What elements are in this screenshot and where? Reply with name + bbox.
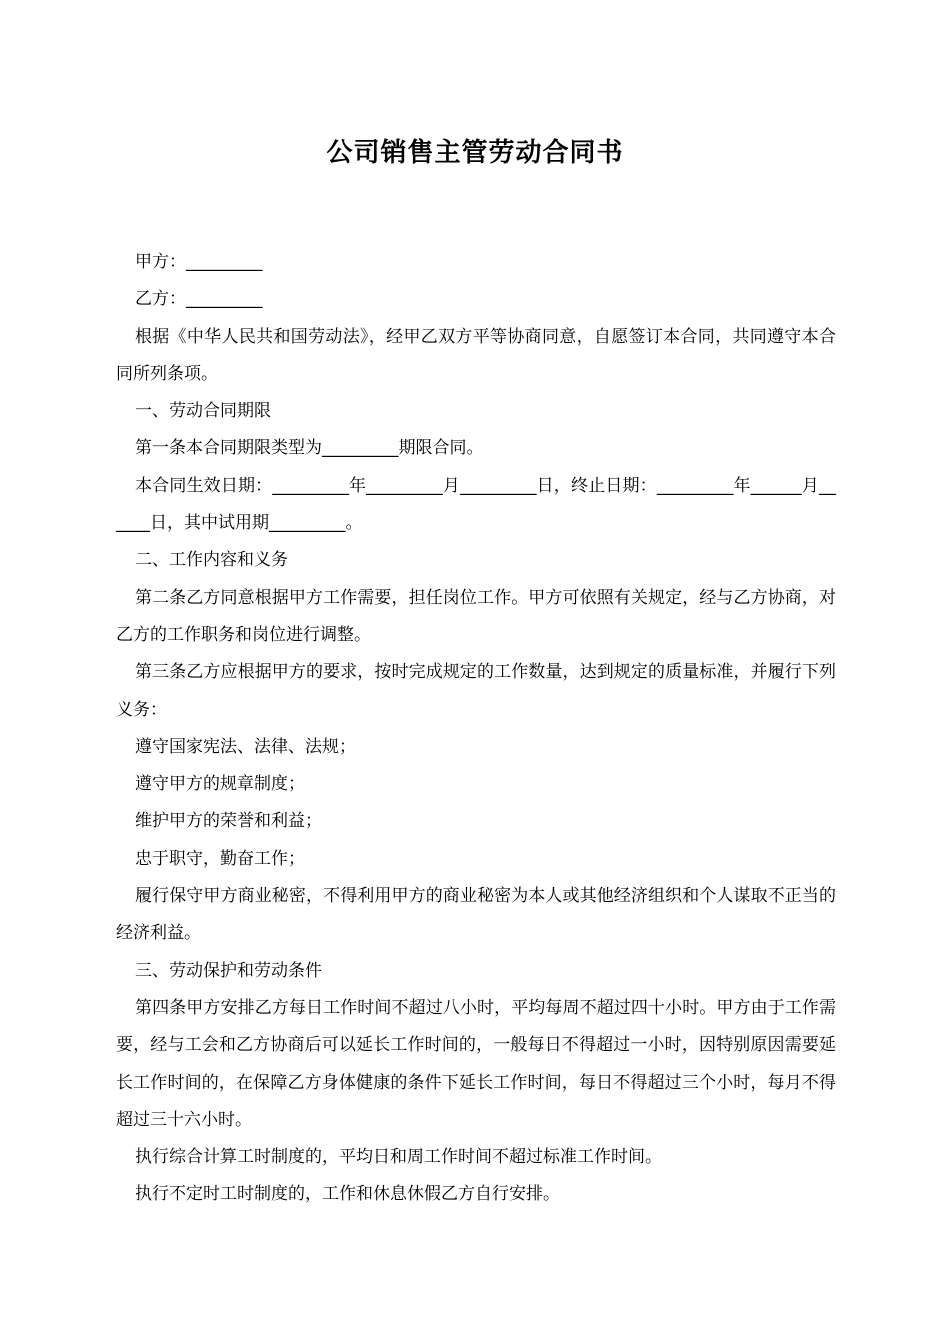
effective-date-paragraph: 本合同生效日期：_________年_________月_________日，终止日期：_________年______月______日，其中试用期_________。 [116, 475, 836, 534]
section-heading-term: 一、劳动合同期限 [135, 401, 271, 422]
flexible-hours-paragraph: 执行不定时工时制度的，工作和休息休假乙方自行安排。 [135, 1184, 560, 1205]
section-heading-duties: 二、工作内容和义务 [135, 550, 288, 571]
duty-item-3: 维护甲方的荣誉和利益； [135, 811, 322, 832]
article-4: 第四条甲方安排乙方每日工作时间不超过八小时，平均每周不超过四十小时。甲方由于工作需要，经与工会和乙方协商后可以延长工作时间的，一般每日不得超过一小时，因特别原因需要延长工作时间的，在保障乙方身体健康的条件下延长工作时间，每日不得超过三个小时，每月不得超过三十六小时。 [116, 997, 836, 1130]
preamble-paragraph: 根据《中华人民共和国劳动法》，经甲乙双方平等协商同意，自愿签订本合同，共同遵守本合同所列条项。 [116, 326, 836, 384]
section-heading-protection: 三、劳动保护和劳动条件 [135, 960, 322, 981]
duty-item-1: 遵守国家宪法、法律、法规； [135, 736, 356, 757]
party-a-line: 甲方：_________ [135, 252, 263, 272]
duty-item-4: 忠于职守，勤奋工作； [135, 848, 305, 869]
duty-item-2: 遵守甲方的规章制度； [135, 774, 305, 795]
comprehensive-hours-paragraph: 执行综合计算工时制度的，平均日和周工作时间不超过标准工作时间。 [135, 1147, 662, 1168]
article-1: 第一条本合同期限类型为_________期限合同。 [135, 438, 484, 459]
document-title: 公司销售主管劳动合同书 [326, 138, 624, 168]
article-2: 第二条乙方同意根据甲方工作需要，担任岗位工作。甲方可依照有关规定，经与乙方协商，对乙方的工作职务和岗位进行调整。 [116, 587, 836, 645]
document-body [116, 244, 836, 1214]
duty-item-5: 履行保守甲方商业秘密，不得利用甲方的商业秘密为本人或其他经济组织和个人谋取不正当的经济利益。 [116, 886, 836, 944]
article-3: 第三条乙方应根据甲方的要求，按时完成规定的工作数量，达到规定的质量标准，并履行下列义务： [116, 662, 836, 720]
party-b-line: 乙方：_________ [135, 289, 263, 310]
